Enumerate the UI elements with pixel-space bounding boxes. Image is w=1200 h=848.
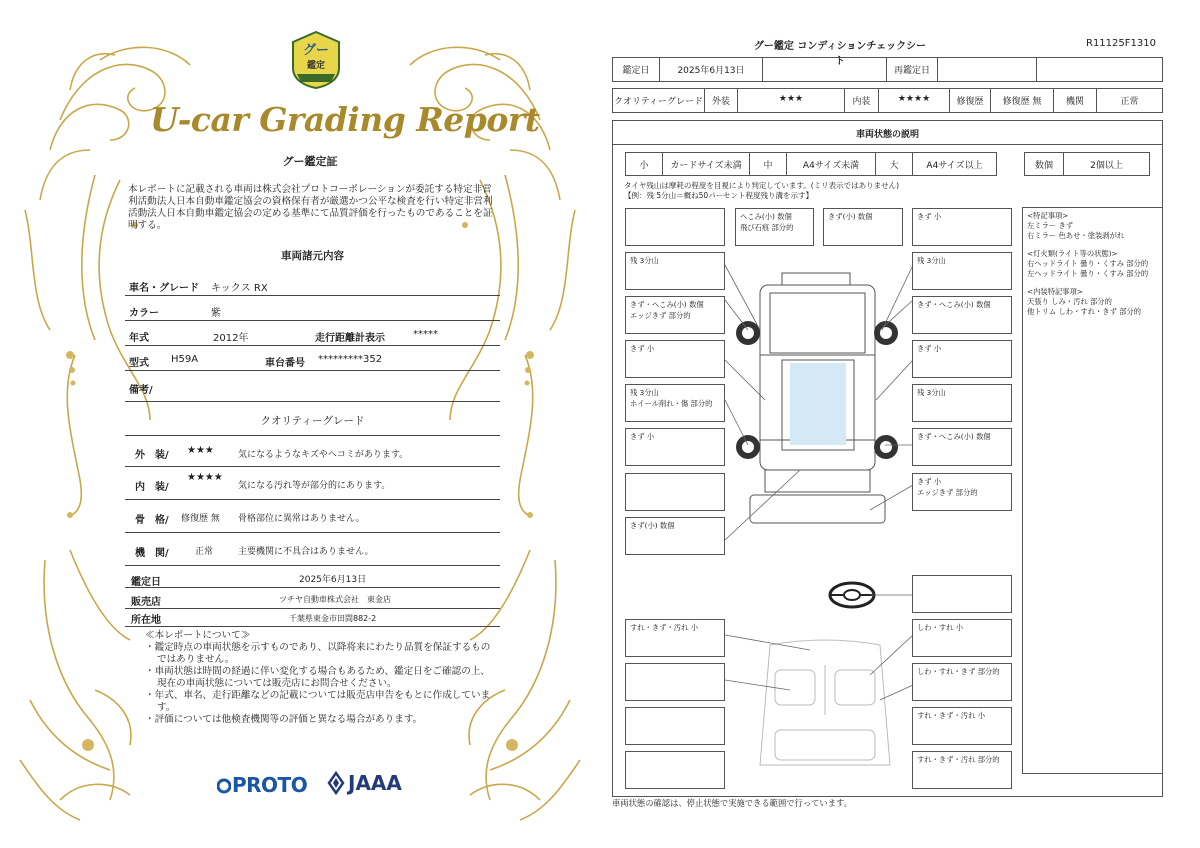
note-item: ・評価については他検査機関等の評価と異なる場合があります。 [145, 714, 423, 725]
size-large-desc: A4サイズ以上 [912, 152, 997, 176]
damage-box-right-6: きず・へこみ(小) 数個 [912, 428, 1012, 466]
note-item: ・鑑定時点の車両状態を示すものであり、以降将来にわたり品質を保証するものではありません。 [145, 642, 491, 665]
size-mid-desc: A4サイズ未満 [786, 152, 876, 176]
spec-row-color [125, 297, 500, 321]
interior-box-right-1: しわ・すれ 小 [912, 619, 1012, 657]
special-line: 他トリム しわ・すれ・きず 部分的 [1027, 307, 1142, 316]
chassis-label: 車台番号 [265, 358, 305, 369]
ext-value: ★★★ [737, 88, 845, 113]
size-small-label: 小 [625, 152, 663, 176]
damage-box-left-6: きず 小 [625, 428, 725, 466]
model-label: 型式 [129, 358, 149, 369]
spec-row-name [125, 272, 500, 296]
engine-label: 機 関/ [135, 548, 169, 559]
damage-box-right-3: きず・へこみ(小) 数個 [912, 296, 1012, 334]
special-gap [1027, 241, 1158, 249]
damage-box-left-2: 残 3分山 [625, 252, 725, 290]
frame-value: 修復歴 無 [181, 514, 220, 524]
damage-box-left-3: きず・へこみ(小) 数個 エッジきず 部分的 [625, 296, 725, 334]
size-mid-label: 中 [749, 152, 787, 176]
special-notes [1022, 207, 1163, 774]
jaaa-logo: JAAA [348, 771, 402, 795]
spec-row-year [125, 322, 500, 346]
goo-appraisal-badge-icon [287, 30, 345, 90]
engine-label: 機関 [1053, 88, 1097, 113]
info-row-address [125, 610, 500, 627]
tire-note-1: タイヤ残山は摩耗の程度を目視により判定しています。(ミリ表示ではありません) [624, 181, 900, 190]
damage-box-left-5: 残 3分山 ホイール削れ・傷 部分的 [625, 384, 725, 422]
quality-row-exterior [125, 437, 500, 467]
interior-box-left-1: すれ・きず・汚れ 小 [625, 619, 725, 657]
jaaa-logo-icon [326, 770, 346, 796]
frame-text: 骨格部位に異常はありません。 [238, 514, 365, 524]
qg-label: クオリティーグレード [612, 88, 705, 113]
special-line: 右ヘッドライト 曇り・くすみ 部分的 [1027, 259, 1149, 268]
damage-box-right-7: きず 小 エッジきず 部分的 [912, 473, 1012, 511]
date-label: 鑑定日 [612, 57, 660, 82]
interior-stars: ★★★★ [187, 472, 223, 483]
repair-value: 修復歴 無 [990, 88, 1054, 113]
badge-text: グー [302, 43, 330, 58]
badge-subtext: 鑑定 [306, 61, 326, 71]
specs-heading: 車両諸元内容 [281, 250, 344, 262]
engine-value: 正常 [195, 547, 214, 557]
exterior-label: 外 装/ [135, 450, 169, 461]
proto-logo: PROTO [232, 773, 308, 797]
mileage-label: 走行距離計表示 [315, 333, 385, 344]
note-item: ・車両状態は時間の経過に伴い変化する場合もあるため、鑑定日をご確認の上、現在の車両状態については販売店にお問合せください。 [145, 666, 490, 689]
special-line: <内装特記事項> [1027, 287, 1084, 296]
ext-label: 外装 [704, 88, 738, 113]
special-line: <特記事項> [1027, 211, 1069, 220]
certificate-body: 本レポートに記載される車両は株式会社プロトコーポレーションが委託する特定非営利活動法人日本自動車鑑定協会の資格保有者が厳選かつ公平な検査を行い特定非営利活動法人日本自動車鑑定協会の定める基準にて品質評価を行ったものであることを証明する。 [128, 184, 493, 231]
shop-label: 販売店 [131, 597, 161, 608]
interior-text: 気になる汚れ等が部分的にあります。 [238, 481, 391, 491]
name-label: 車名・グレード [129, 283, 199, 294]
size-large-label: 大 [875, 152, 913, 176]
shop-value: ツチヤ自動車株式会社 東金店 [279, 595, 391, 604]
interior-box-right-4: すれ・きず・汚れ 部分的 [912, 751, 1012, 789]
interior-box-left-3 [625, 707, 725, 745]
spec-row-model [125, 347, 500, 371]
special-line: 天張り しみ・汚れ 部分的 [1027, 297, 1112, 306]
color-value: 紫 [211, 308, 221, 319]
color-label: カラー [129, 308, 159, 319]
year-value: 2012年 [213, 333, 249, 344]
special-line: 左ヘッドライト 曇り・くすみ 部分的 [1027, 269, 1149, 278]
damage-box-left-7 [625, 473, 725, 511]
damage-box-right-2: 残 3分山 [912, 252, 1012, 290]
special-line: 右ミラー 色あせ・塗装剥がれ [1027, 231, 1125, 240]
interior-box-left-4 [625, 751, 725, 789]
spec-row-remarks [125, 372, 500, 402]
exterior-stars: ★★★ [187, 445, 214, 456]
special-gap [1027, 279, 1158, 287]
condition-check-sheet [600, 0, 1200, 848]
interior-box-right-3: すれ・きず・汚れ 小 [912, 707, 1012, 745]
engine-text: 主要機関に不具合はありません。 [238, 547, 374, 557]
proto-logo-icon [217, 778, 231, 796]
count-label: 数個 [1024, 152, 1064, 176]
int-value: ★★★★ [878, 88, 950, 113]
quality-row-engine [125, 534, 500, 566]
count-desc: 2個以上 [1063, 152, 1150, 176]
size-small-desc: カードサイズ未満 [662, 152, 750, 176]
tire-note-2: 【例：残 5分山＝概ね50パーセント程度残り溝を示す】 [624, 191, 814, 200]
redate-label: 再鑑定日 [886, 57, 938, 82]
sheet-title: グー鑑定 コンディションチェックシート [753, 41, 927, 67]
frame-label: 骨 格/ [135, 515, 169, 526]
damage-box-top-mid: へこみ(小) 数個 飛び石痕 部分的 [735, 208, 814, 246]
address-label: 所在地 [131, 615, 161, 626]
date-label: 鑑定日 [131, 577, 161, 588]
report-notes [145, 630, 495, 726]
info-row-shop [125, 589, 500, 609]
interior-box-left-2 [625, 663, 725, 701]
special-line: 左ミラー きず [1027, 221, 1074, 230]
address-value: 千葉県東金市田間882-2 [289, 614, 377, 623]
certificate-title: グー鑑定証 [282, 155, 338, 168]
footer-note: 車両状態の確認は、停止状態で実施できる範囲で行っています。 [612, 798, 852, 808]
engine-value: 正常 [1096, 88, 1163, 113]
name-value: キックス RX [211, 283, 268, 294]
sheet-code: R11125F1310 [1086, 38, 1156, 49]
quality-heading-rule [125, 410, 500, 436]
int-label: 内装 [844, 88, 879, 113]
info-row-date [125, 567, 500, 588]
script-title: U-car Grading Report [150, 100, 540, 139]
steering-box [912, 575, 1012, 613]
model-value: H59A [171, 354, 199, 365]
damage-box-top-right: きず(小) 数個 [823, 208, 903, 246]
remarks-label: 備考/ [129, 385, 153, 396]
damage-box-right-5: 残 3分山 [912, 384, 1012, 422]
repair-label: 修復歴 [949, 88, 991, 113]
quality-heading: クオリティーグレード [260, 415, 365, 427]
quality-row-interior [125, 468, 500, 500]
special-line: <灯火類(ライト等の状態)> [1027, 249, 1118, 258]
notes-heading: ≪本レポートについて≫ [145, 630, 251, 641]
damage-box-left-1 [625, 208, 725, 246]
note-item: ・年式、車名、走行距離などの記載については販売店申告をもとに作成しています。 [145, 690, 491, 713]
date-value: 2025年6月13日 [299, 575, 367, 585]
year-label: 年式 [129, 333, 149, 344]
damage-box-left-4: きず 小 [625, 340, 725, 378]
interior-label: 内 装/ [135, 482, 169, 493]
interior-box-right-2: しわ・すれ・きず 部分的 [912, 663, 1012, 701]
damage-box-right-4: きず 小 [912, 340, 1012, 378]
mileage-value: ***** [413, 329, 438, 340]
chassis-value: *********352 [318, 354, 383, 365]
state-heading: 車両状態の説明 [612, 120, 1163, 145]
quality-row-frame [125, 501, 500, 533]
damage-box-right-1: きず 小 [912, 208, 1012, 246]
damage-box-left-8: きず(小) 数個 [625, 517, 725, 555]
exterior-text: 気になるようなキズやヘコミがあります。 [238, 450, 409, 460]
date-value: 2025年6月13日 [659, 57, 763, 82]
